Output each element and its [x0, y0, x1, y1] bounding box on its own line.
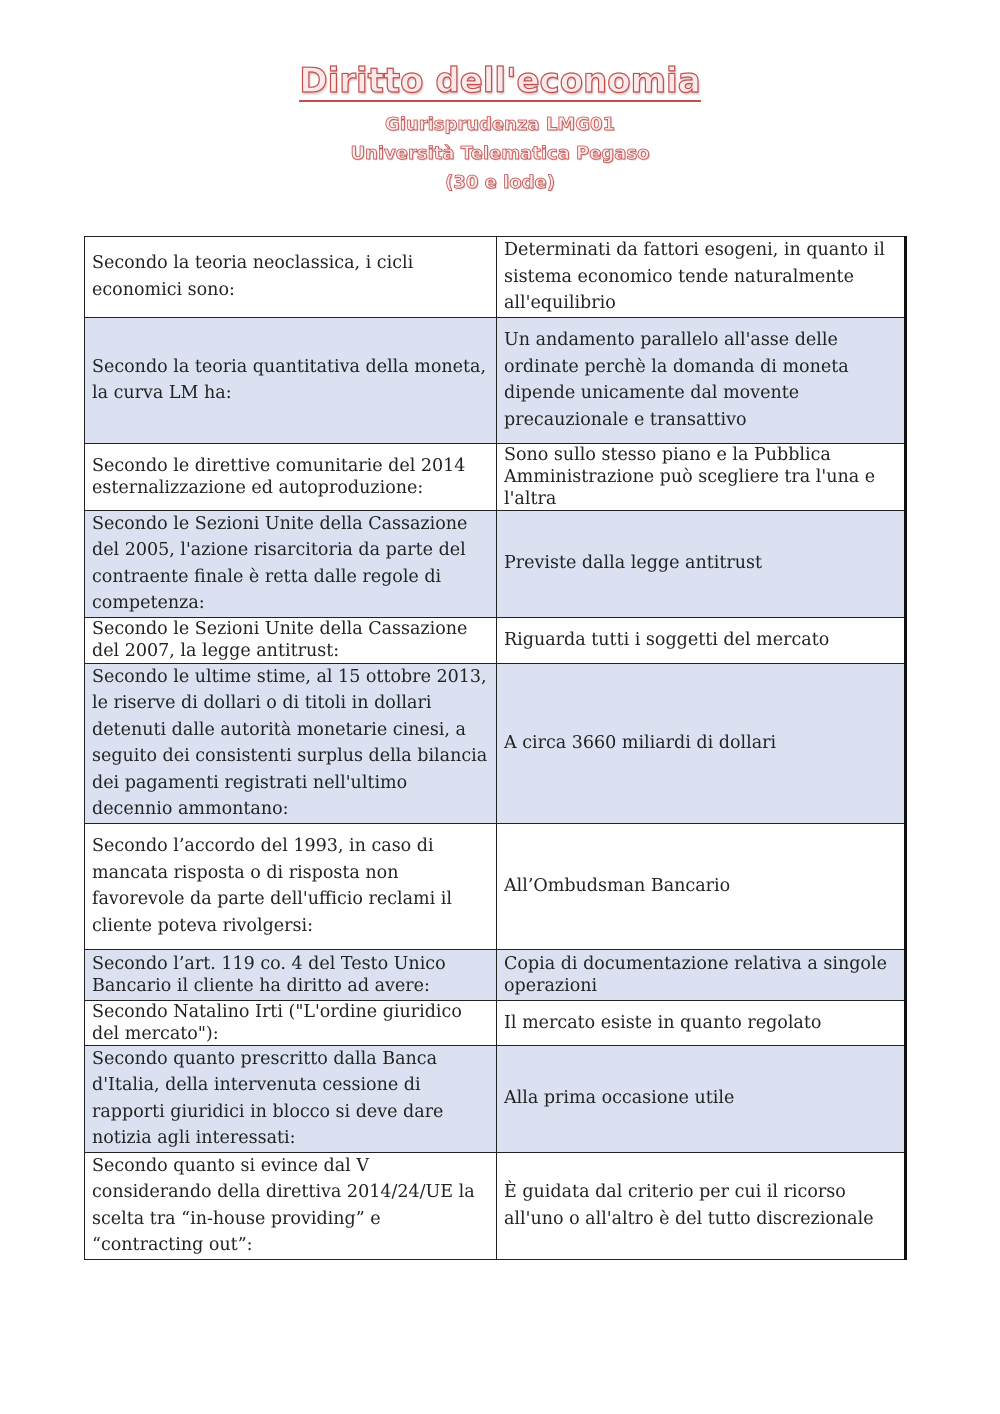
- answer-cell: Il mercato esiste in quanto regolato: [497, 1000, 906, 1045]
- answer-cell: Sono sullo stesso piano e la Pubblica Amministrazione può scegliere tra l'una e l'altra: [497, 443, 906, 510]
- answer-cell: All’Ombudsman Bancario: [497, 823, 906, 949]
- question-cell: Secondo quanto prescritto dalla Banca d'Italia, della intervenuta cessione di rapporti giuridici in blocco si deve dare notizia agli interessati:: [85, 1045, 497, 1152]
- question-cell: Secondo le Sezioni Unite della Cassazione del 2007, la legge antitrust:: [85, 617, 497, 663]
- table-row: [85, 1000, 906, 1045]
- answer-cell: Previste dalla legge antitrust: [497, 510, 906, 617]
- document-header: [0, 62, 1000, 197]
- answer-cell: Riguarda tutti i soggetti del mercato: [497, 617, 906, 663]
- table-row: [85, 237, 906, 318]
- table-row: [85, 617, 906, 663]
- question-cell: Secondo l’art. 119 co. 4 del Testo Unico Bancario il cliente ha diritto ad avere:: [85, 949, 497, 1000]
- answer-cell: Copia di documentazione relativa a singole operazioni: [497, 949, 906, 1000]
- university-name: Università Telematica Pegaso: [350, 143, 650, 164]
- answer-cell: È guidata dal criterio per cui il ricorso all'uno o all'altro è del tutto discrezionale: [497, 1152, 906, 1259]
- answer-cell: A circa 3660 miliardi di dollari: [497, 663, 906, 823]
- course-code: Giurisprudenza LMG01: [384, 114, 616, 135]
- question-cell: Secondo la teoria neoclassica, i cicli economici sono:: [85, 237, 497, 318]
- table-row: [85, 663, 906, 823]
- question-cell: Secondo l’accordo del 1993, in caso di mancata risposta o di risposta non favorevole da parte dell'ufficio reclami il cliente poteva rivolgersi:: [85, 823, 497, 949]
- table-row: [85, 823, 906, 949]
- question-cell: Secondo le direttive comunitarie del 2014 esternalizzazione ed autoproduzione:: [85, 443, 497, 510]
- document-title: Diritto dell'economia: [299, 61, 701, 101]
- question-cell: Secondo Natalino Irti ("L'ordine giuridico del mercato"):: [85, 1000, 497, 1045]
- table-row: [85, 317, 906, 443]
- table-row: [85, 949, 906, 1000]
- table-row: [85, 1045, 906, 1152]
- question-cell: Secondo le Sezioni Unite della Cassazione del 2005, l'azione risarcitoria da parte del contraente finale è retta dalle regole di competenza:: [85, 510, 497, 617]
- question-cell: Secondo la teoria quantitativa della moneta, la curva LM ha:: [85, 317, 497, 443]
- question-cell: Secondo le ultime stime, al 15 ottobre 2013, le riserve di dollari o di titoli in dollari detenuti dalle autorità monetarie cinesi, a seguito dei consistenti surplus della bilancia dei pagamenti registrati nell'ultimo decennio ammontano:: [85, 663, 497, 823]
- table-row: [85, 1152, 906, 1259]
- answer-cell: Determinati da fattori esogeni, in quanto il sistema economico tende naturalmente all'equilibrio: [497, 237, 906, 318]
- table-row: [85, 510, 906, 617]
- grade-note: (30 e lode): [445, 172, 555, 193]
- question-cell: Secondo quanto si evince dal V considerando della direttiva 2014/24/UE la scelta tra “in-house providing” e “contracting out”:: [85, 1152, 497, 1259]
- question-answer-table: [84, 236, 907, 1260]
- answer-cell: Un andamento parallelo all'asse delle ordinate perchè la domanda di moneta dipende unicamente dal movente precauzionale e transattivo: [497, 317, 906, 443]
- table-row: [85, 443, 906, 510]
- answer-cell: Alla prima occasione utile: [497, 1045, 906, 1152]
